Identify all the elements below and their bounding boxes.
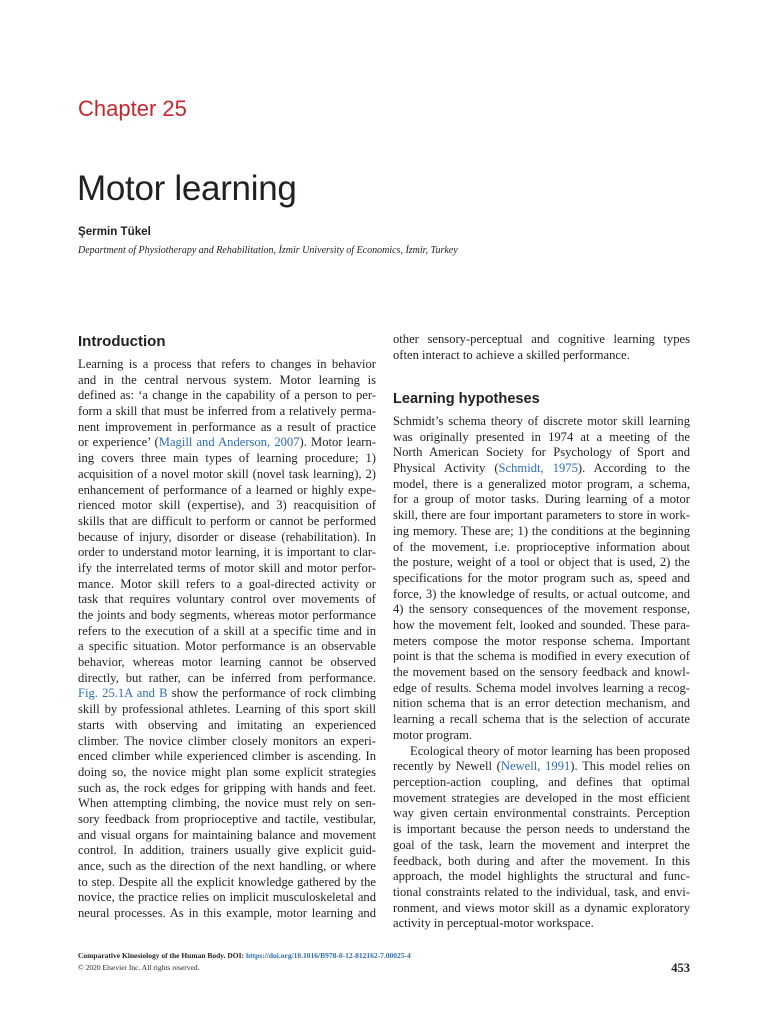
text-line [78,812,376,828]
text-run: ify the interrelated terms of motor skill and motor perfor- [78,560,376,575]
text-run: to step. Despite all the explicit knowledge gathered by the [78,874,376,889]
text-run: defined as: ‘a change in the capability of a person to per- [78,388,376,403]
text-run: or experience’ ( [78,435,159,450]
text-line [78,530,376,546]
text-line [393,540,690,556]
text-run: behavior, whereas motor learning cannot be observed [78,655,376,670]
text-line [393,430,690,446]
chapter-number: Chapter 25 [78,96,187,121]
text-run: and visual organs for maintaining balance and movement [78,827,376,842]
text-run: ). Motor learn- [299,435,376,450]
text-line [393,885,690,901]
text-run: movement strategies are developed in the most efficient [393,790,690,805]
text-line [393,649,690,665]
text-line [78,796,376,812]
text-line [393,838,690,854]
text-run: Learning is a process that refers to changes in behavior [78,357,376,371]
text-run: North American Society for Psychology of Sport and [393,445,690,460]
text-line [78,561,376,577]
text-run: edge of results. Schema model involves learning a recog- [393,680,690,695]
text-run: ing covers three main types of learning procedure; 1) [78,451,376,466]
text-line [78,483,376,499]
text-run: task that requires voluntary control over movements of [78,592,376,607]
text-run: the posture, weight of a tool or object that is used, 2) the [393,555,690,570]
section-heading-learning-hypotheses: Learning hypotheses [393,391,540,407]
text-run: specifications for the motor program such as, speed and [393,570,690,585]
text-line [393,791,690,807]
text-line [78,765,376,781]
text-run: doing so, the novice might plan some explicit strategies [78,764,376,779]
text-line [393,696,690,712]
text-run: skill, there are four important parameters to store in work- [393,508,690,523]
text-line [78,357,376,373]
text-line [78,671,376,687]
text-line [393,587,690,603]
text-run: nent improvement in performance as a result of practice [78,419,376,434]
text-line [393,728,690,744]
copyright-notice: © 2020 Elsevier Inc. All rights reserved. [78,963,200,972]
text-line [393,744,690,760]
text-run: novice, the practice relies on implicit musculoskeletal and [78,890,376,905]
text-line [393,524,690,540]
text-line [78,373,376,389]
text-line [78,592,376,608]
figure-reference-link[interactable]: Fig. 25.1A and B [78,686,168,701]
text-run: for a group of motor tasks. During learning of a motor [393,492,690,507]
text-run: directly, but rather, can be inferred from performance. [78,670,376,685]
text-line [393,759,690,775]
text-line [393,854,690,870]
text-line [78,749,376,765]
citation-link[interactable]: Schmidt, 1975 [498,461,578,476]
text-line [78,624,376,640]
text-line [393,775,690,791]
text-run: feedback, both during and after the movement. In this [393,853,690,868]
text-run: activity in perceptual-motor workspace. [393,916,594,931]
text-line [78,420,376,436]
text-line [78,577,376,593]
text-run: motor program. [393,727,473,742]
text-run: 4) the sensory consequences of the movement response, [393,602,690,617]
text-line [393,571,690,587]
text-line [78,843,376,859]
text-run: show the performance of rock climbing [167,686,376,701]
text-run: learning a recall schema that is the selection of accurate [393,712,690,727]
text-line [393,681,690,697]
chapter-title: Motor learning [77,169,297,208]
text-run: goal of the task, learn the movement and interpret the [393,837,690,852]
text-line [393,618,690,634]
text-run: Schmidt’s schema theory of discrete motor skill learning [393,414,690,428]
text-run: enhancement of performance of a learned or highly expe- [78,482,376,497]
text-line [78,451,376,467]
text-line [78,828,376,844]
text-line [393,445,690,461]
text-line [393,348,690,364]
text-line [393,555,690,571]
citation-link[interactable]: Newell, 1991 [500,759,571,774]
text-line [78,467,376,483]
citation-link[interactable]: Magill and Anderson, 2007 [158,435,300,450]
text-line [78,781,376,797]
text-line [393,806,690,822]
text-run: way given certain environmental constraints. Perception [393,806,690,821]
text-line [393,414,690,430]
text-run: often interact to achieve a skilled performance. [393,347,630,362]
text-line [393,822,690,838]
text-run: enced climber while experienced climber is ascending. In [78,749,376,764]
text-run: approach, the model highlights the structural and func- [393,869,690,884]
author-affiliation: Department of Physiotherapy and Rehabilitation, İzmir University of Economics, İzmir, Turkey [78,245,458,256]
page-number: 453 [671,961,690,975]
text-line [393,461,690,477]
text-line [78,718,376,734]
text-run: control. In addition, trainers usually give explicit guid- [78,843,376,858]
text-run: meters compose the motor response schema. Important [393,633,690,648]
text-run: because of injury, disorder or disease (rehabilitation). In [78,529,376,544]
text-line [393,477,690,493]
text-run: acquisition of a novel motor skill (novel task learning), 2) [78,466,376,481]
text-run: Physical Activity ( [393,461,499,476]
text-line [78,875,376,891]
text-run: tional constraints related to the individual, task, and envi- [393,884,690,899]
paragraph [393,414,690,743]
text-line [393,634,690,650]
author-name: Şermin Tükel [78,225,151,238]
text-line [78,655,376,671]
text-run: ). According to the [577,461,690,476]
text-line [78,388,376,404]
text-run: a specific situation. Motor performance is an observable [78,639,376,654]
text-line [78,906,376,922]
text-line [78,734,376,750]
text-line [78,639,376,655]
text-run: neural processes. As in this example, motor learning and [78,906,376,921]
text-run: refers to the execution of a skill at a specific time and in [78,623,376,638]
paragraph [393,744,690,932]
paragraph-continuation [393,332,690,363]
text-line [393,492,690,508]
text-run: climber. The novice climber closely monitors an experi- [78,733,376,748]
text-run: of the movement, i.e. proprioceptive information about [393,539,690,554]
text-line [393,332,690,348]
text-run: order to understand motor learning, it is important to clar- [78,545,376,560]
text-run: ronment, and views motor skill as a dynamic exploratory [393,900,690,915]
text-run: skill by professional athletes. Learning of this sport skill [78,702,376,717]
text-run: how the movement felt, looked and sounded. These para- [393,617,690,632]
book-title: Comparative Kinesiology of the Human Body. [78,951,226,960]
text-run: perception-action coupling, and defines that optimal [393,775,690,790]
text-line [393,665,690,681]
text-run: Ecological theory of motor learning has been proposed [410,743,690,758]
doi-label: DOI: [227,951,245,960]
text-line [78,702,376,718]
text-run: ing memory. These are; 1) the conditions at the beginning [393,523,690,538]
text-run: mance. Motor skill refers to a goal-directed activity or [78,576,376,591]
text-run: is important because the person needs to understand the [393,822,690,837]
text-line [393,712,690,728]
section-heading-introduction: Introduction [78,333,166,350]
text-line [393,901,690,917]
text-run: ). This model relies on [570,759,690,774]
text-line [78,545,376,561]
text-line [78,608,376,624]
paragraph [78,357,376,922]
text-line [78,404,376,420]
text-run: nition schema that is an error detection mechanism, and [393,696,690,711]
text-run: form a skill that must be inferred from a relatively perma- [78,404,376,419]
text-run: and in the central nervous system. Motor learning is [78,372,376,387]
text-run: skills that are difficult to perform or cannot be performed [78,513,376,528]
text-run: ance, such as the direction of the next handling, or where [78,859,376,873]
doi-link[interactable]: https://doi.org/10.1016/B978-0-12-812162-7.00025-4 [245,951,411,960]
text-line [393,916,690,932]
text-run: sory feedback from proprioceptive and tactile, vestibular, [78,811,376,826]
text-line [78,514,376,530]
text-line [78,890,376,906]
text-run: starts with observing and imitating an experienced [78,717,376,732]
text-run: When attempting climbing, the novice must rely on sen- [78,796,376,811]
text-run: other sensory-perceptual and cognitive learning types [393,332,690,346]
text-run: point is that the schema is modified in every execution of [393,649,690,664]
text-line [393,869,690,885]
text-run: the movement based on the sensory feedback and knowl- [393,665,690,679]
text-run: rienced motor skill (expertise), and 3) reacquisition of [78,498,376,513]
text-line [393,508,690,524]
text-run: force, 3) the knowledge of results, or actual outcome, and [393,586,690,601]
text-line [78,686,376,702]
text-line [393,602,690,618]
text-line [78,435,376,451]
text-run: model, there is a generalized motor program, a schema, [393,476,690,491]
text-run: the joints and body segments, whereas motor performance [78,608,376,622]
text-line [78,859,376,875]
text-run: such as, the rock edges for gripping with hands and feet. [78,780,376,795]
footer-source [78,951,411,961]
text-line [78,498,376,514]
text-run: was originally presented in 1974 at a meeting of the [393,429,690,444]
text-run: recently by Newell ( [393,759,501,774]
